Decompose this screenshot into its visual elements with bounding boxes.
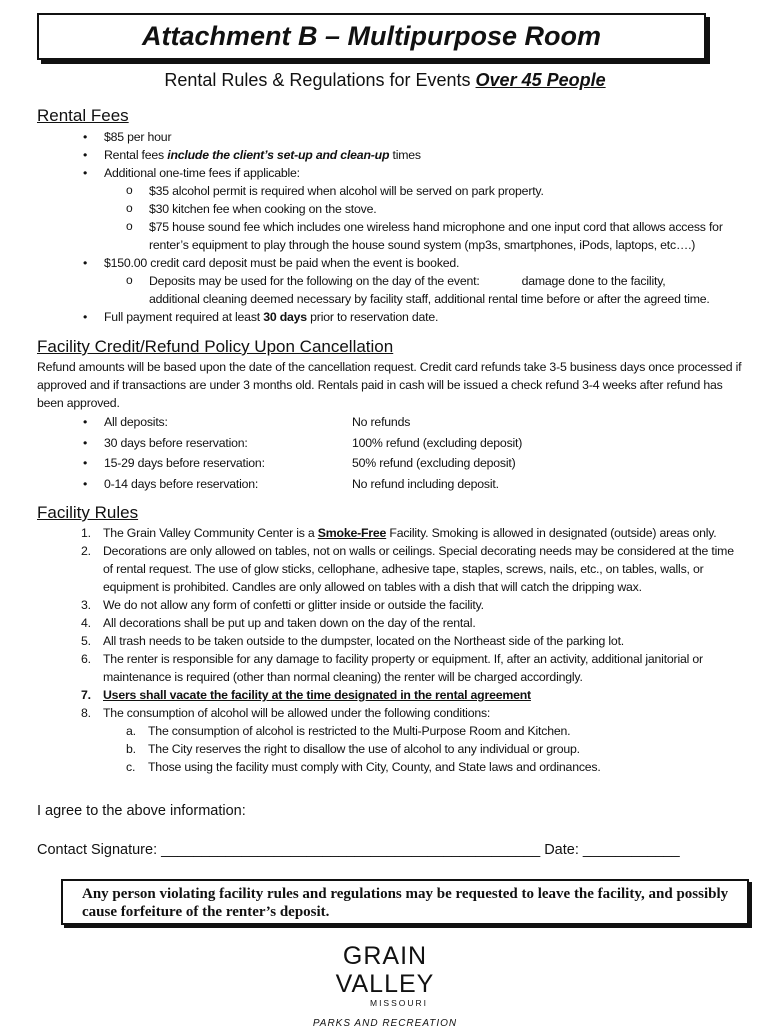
rental-fees-list bbox=[79, 128, 744, 326]
fee-additional: Additional one-time fees if applicable: bbox=[104, 166, 300, 180]
refund-value: 100% refund (excluding deposit) bbox=[352, 435, 523, 450]
list-item bbox=[79, 128, 744, 146]
rule-text: The renter is responsible for any damage to facility property or equipment. If, after an activity, additional janitorial or maintenance is required (other than normal cleaning) the renter will be charged accordingly. bbox=[103, 652, 703, 684]
fee-kitchen: $30 kitchen fee when cooking on the stove. bbox=[149, 202, 377, 216]
fee-deposit: $150.00 credit card deposit must be paid when the event is booked. bbox=[104, 256, 460, 270]
refund-value: 50% refund (excluding deposit) bbox=[352, 456, 516, 470]
rule-number: 8. bbox=[81, 706, 91, 720]
rule-text: The Grain Valley Community Center is a bbox=[103, 526, 318, 540]
warning-box bbox=[61, 879, 749, 925]
rule-item bbox=[37, 686, 742, 704]
fee-alcohol: $35 alcohol permit is required when alcohol will be served on park property. bbox=[149, 184, 544, 198]
fee-sound: $75 house sound fee which includes one wireless hand microphone and one input cord that allows access for renter’s equipment to play through the house sound system (mp3s, smartphones, iPods, laptops, etc….) bbox=[149, 220, 723, 252]
rule-text: We do not allow any form of confetti or glitter inside or outside the facility. bbox=[103, 598, 484, 612]
subtitle bbox=[0, 70, 770, 91]
list-item bbox=[79, 146, 744, 164]
rule-number: 6. bbox=[81, 652, 91, 666]
subtitle-emphasis: Over 45 People bbox=[475, 70, 606, 90]
rule-text: The City reserves the right to disallow the use of alcohol to any individual or group. bbox=[148, 742, 580, 756]
rule-subitem bbox=[37, 758, 742, 776]
refund-row bbox=[79, 412, 679, 433]
logo-word: GRAIN bbox=[342, 942, 428, 970]
deposit-use: Deposits may be used for the following on the day of the event: bbox=[149, 274, 480, 288]
rule-text: All decorations shall be put up and taken down on the day of the rental. bbox=[103, 616, 476, 630]
sub-list-item bbox=[79, 182, 744, 200]
grain-valley-logo bbox=[300, 942, 470, 1029]
signature-field[interactable]: _______________________________________________ bbox=[161, 842, 541, 858]
logo-tagline: PARKS AND RECREATION bbox=[312, 1018, 458, 1029]
rule-item bbox=[37, 632, 742, 650]
refund-label: • 30 days before reservation: bbox=[104, 435, 248, 450]
refund-label: • All deposits: bbox=[104, 415, 168, 429]
rule-item bbox=[37, 524, 742, 542]
rule-text: The consumption of alcohol will be allowed under the following conditions: bbox=[103, 706, 491, 720]
rule-item bbox=[37, 596, 742, 614]
sub-list-item bbox=[79, 272, 744, 308]
rule-item bbox=[37, 542, 742, 596]
list-item bbox=[79, 164, 744, 182]
title-box bbox=[37, 13, 706, 60]
rule-text: The consumption of alcohol is restricted to the Multi-Purpose Room and Kitchen. bbox=[148, 724, 571, 738]
fee-hourly: $85 per hour bbox=[104, 130, 172, 144]
rules-heading: Facility Rules bbox=[37, 503, 139, 522]
refund-table bbox=[79, 412, 679, 494]
refund-label: • 0-14 days before reservation: bbox=[104, 476, 259, 491]
rule-text: Decorations are only allowed on tables, not on walls or ceilings. Special decorating needs may be considered at the time of rental request. The use of glow sticks, cellophane, adhesive tape, staples, screws, nails, etc., on tables, walls, or equipment is prohibited. Candles are only allowed on tables with a dish that will catch the dripping wax. bbox=[103, 544, 734, 594]
fee-text: prior to reservation date. bbox=[306, 310, 439, 324]
fee-text: Rental fees bbox=[104, 148, 168, 162]
page-title: Attachment B – Multipurpose Room bbox=[141, 21, 601, 51]
rule-text: Facility. Smoking is allowed in designated (outside) areas only. bbox=[386, 526, 717, 540]
rule-number: 1. bbox=[81, 526, 91, 540]
logo-wordmark bbox=[300, 942, 470, 998]
rule-number: 2. bbox=[81, 544, 91, 558]
refund-heading: Facility Credit/Refund Policy Upon Cancellation bbox=[37, 337, 394, 356]
deposit-use: additional cleaning deemed necessary by facility staff, additional rental time before or after the agreed time. bbox=[149, 292, 710, 306]
rule-item bbox=[37, 650, 742, 686]
rule-number: 7. bbox=[81, 688, 91, 702]
refund-paragraph: Refund amounts will be based upon the date of the cancellation request. Credit card refunds take 3-5 business days once processed if approved and if transactions are under 3 months old. Rentals paid in cash will be issued a check refund 3-4 weeks after refund has been approved. bbox=[37, 360, 742, 410]
subtitle-prefix: Rental Rules & Regulations for Events bbox=[164, 70, 476, 90]
rule-bold: Smoke-Free bbox=[317, 526, 387, 540]
rule-letter: c. bbox=[126, 760, 136, 774]
rule-letter: a. bbox=[126, 724, 136, 738]
fee-bold: include the client’s set-up and clean-up bbox=[167, 148, 390, 162]
fee-bold: 30 days bbox=[263, 310, 307, 324]
date-field[interactable]: ____________ bbox=[582, 842, 680, 858]
rule-number: 4. bbox=[81, 616, 91, 630]
deposit-use: damage done to the facility, bbox=[521, 274, 666, 288]
rule-number: 5. bbox=[81, 634, 91, 648]
date-label: Date: bbox=[540, 842, 583, 858]
rule-subitem bbox=[37, 722, 742, 740]
fee-text: times bbox=[389, 148, 421, 162]
logo-state: MISSOURI bbox=[369, 998, 429, 1008]
signature-line bbox=[37, 842, 680, 858]
rules-list bbox=[37, 524, 742, 776]
refund-label: • 15-29 days before reservation: bbox=[104, 456, 265, 470]
refund-row bbox=[79, 453, 679, 474]
refund-value: No refunds bbox=[352, 415, 411, 429]
rule-item bbox=[37, 614, 742, 632]
sub-list-item bbox=[79, 200, 744, 218]
rule-letter: b. bbox=[126, 742, 136, 756]
warning-text: Any person violating facility rules and regulations may be requested to leave the facility, and possibly cause forfeiture of the renter’s deposit. bbox=[82, 886, 729, 920]
refund-row bbox=[79, 474, 679, 495]
list-item bbox=[79, 308, 744, 326]
fee-text: Full payment required at least bbox=[104, 310, 264, 324]
rule-item bbox=[37, 704, 742, 722]
refund-row bbox=[79, 433, 679, 454]
list-item bbox=[79, 254, 744, 272]
rule-text: Those using the facility must comply with City, County, and State laws and ordinances. bbox=[148, 760, 601, 774]
rule-subitem bbox=[37, 740, 742, 758]
signature-label: Contact Signature: bbox=[37, 842, 162, 858]
logo-word: VALLEY bbox=[335, 970, 435, 998]
rule-number: 3. bbox=[81, 598, 91, 612]
agree-statement: I agree to the above information: bbox=[37, 803, 246, 819]
rule-text: All trash needs to be taken outside to the dumpster, located on the Northeast side of the parking lot. bbox=[103, 634, 624, 648]
rule-text: Users shall vacate the facility at the time designated in the rental agreement bbox=[103, 688, 531, 702]
refund-value: No refund including deposit. bbox=[352, 476, 499, 491]
rental-fees-heading: Rental Fees bbox=[37, 106, 129, 125]
sub-list-item bbox=[79, 218, 744, 254]
